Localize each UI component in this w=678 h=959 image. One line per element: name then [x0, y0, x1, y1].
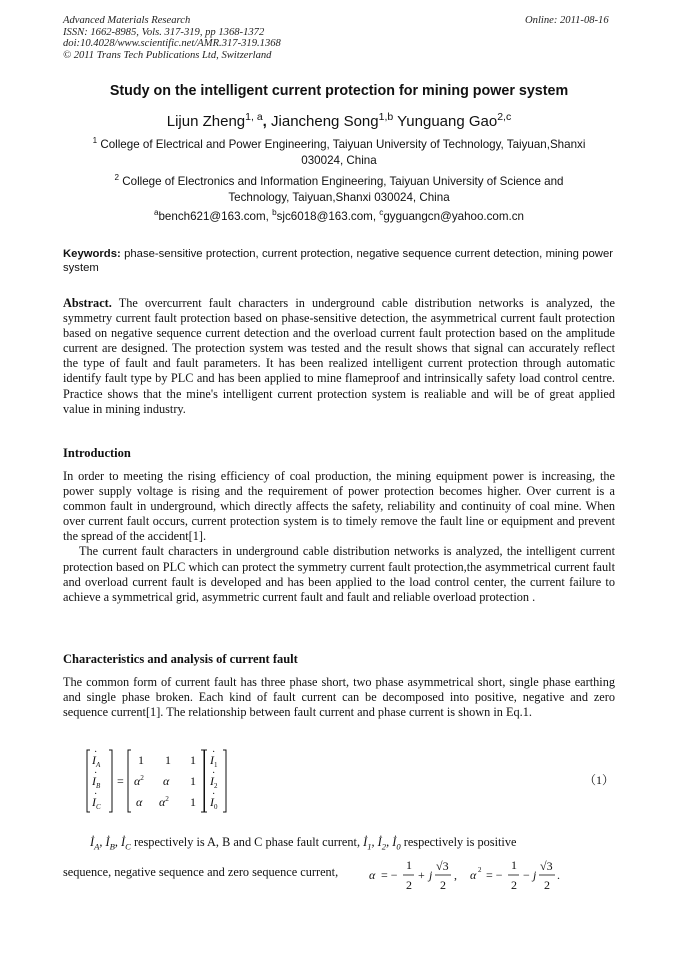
eq-lhs-a: $I_A$ — [92, 753, 101, 769]
section-heading-introduction: Introduction — [63, 446, 131, 460]
abstract-text: The overcurrent fault characters in underground cable distribution networks is analyzed, the symmetry current fault protection based on phase-sensitive detection, the asymmetrical current fault protection based on negative sequence current detection and the overload current fault protection based on the amplitude current are designed. The protection system was tested and the result shows that signal can accurately reflect the type of fault and fault parameters. It has been realized intelligent current protection through automatic identify fault type by PLC and has been applied to mine flameproof and intrinsically safety load control centre. Practice shows that the mine's intelligent current protection system is realiable and will be of great applied value in mining industry. — [63, 296, 615, 416]
keywords-label: Keywords: — [63, 248, 121, 260]
paragraph: In order to meeting the rising efficiency of coal production, the mining equipment power is increasing, the power supply voltage is rising and the requirement of power protection becomes higher. Over current is a common fault in underground, which directly affects the safety, reliability and continuity of coal mine. When over current fault occurs, current protection system is to timely remove the fault line or equipment and prevent the spread of the accident[1]. — [63, 469, 615, 544]
svg-text:·: · — [212, 748, 216, 758]
alpha-definition — [63, 857, 623, 897]
section-body — [63, 675, 615, 720]
online-date: Online: 2011-08-16 — [525, 15, 609, 26]
svg-text:α: α — [163, 774, 170, 788]
introduction-body — [63, 469, 615, 605]
svg-text:1: 1 — [190, 774, 196, 788]
svg-text:1: 1 — [406, 858, 412, 872]
alpha-formula — [369, 857, 569, 897]
affiliation-line: College of Electrical and Power Engineering, Taiyuan University of Technology, Taiyuan,Shanxi — [100, 138, 586, 151]
email-sup: c — [379, 208, 384, 218]
eq-lhs-c: $I_C$ — [92, 795, 101, 811]
matrix-equation — [86, 748, 236, 814]
svg-text:2: 2 — [511, 878, 517, 892]
svg-text:= −: = − — [486, 868, 503, 882]
affiliation-2 — [40, 174, 638, 205]
svg-text:+: + — [418, 868, 425, 882]
variable-description: $İ_A$, $İ_B$, $İ_C$ respectively is A, B and C phase fault current, $İ_1$, $İ_2$, $İ_0$ respectively is positive — [90, 835, 517, 852]
svg-text:= −: = − — [381, 868, 398, 882]
svg-text:·: · — [212, 768, 216, 779]
affiliation-number: 1 — [92, 136, 98, 146]
email-address: bench621@163.com, — [158, 210, 273, 223]
svg-text:j: j — [429, 868, 433, 882]
svg-text:2: 2 — [544, 878, 550, 892]
svg-text:1: 1 — [511, 858, 517, 872]
paragraph: The common form of current fault has three phase short, two phase asymmetrical short, single phase earthing and single phase broken. Each kind of fault current can be decomposed into positive, negative and zero sequence current[1]. The relationship between fault current and phase current is shown in Eq.1. — [63, 675, 615, 720]
svg-text:·: · — [94, 748, 98, 758]
svg-text:·: · — [94, 789, 98, 800]
svg-text:α: α — [136, 795, 143, 809]
affiliation-number: 2 — [114, 173, 120, 183]
svg-text:I0: $I_0$ — [210, 795, 218, 811]
svg-text:α: α — [369, 868, 376, 882]
svg-text:√3: √3 — [436, 859, 449, 873]
affiliation-line: 030024, China — [301, 153, 377, 167]
email-line — [40, 209, 638, 225]
equation-number: （1） — [584, 773, 615, 787]
email-sup: a — [153, 208, 159, 218]
issn-line: ISSN: 1662-8985, Vols. 317-319, pp 1368-1372 — [63, 26, 265, 38]
author-sup: 2,c — [497, 111, 512, 123]
author-sup: 1,b — [378, 111, 394, 123]
affiliation-line: College of Electronics and Information Engineering, Taiyuan University of Science and — [122, 175, 564, 188]
svg-text:I2: $I_2$ — [210, 774, 218, 790]
svg-text:·: · — [94, 768, 98, 779]
svg-text:j: j — [533, 868, 537, 882]
svg-text:1: 1 — [138, 753, 144, 767]
text-fragment: respectively is A, B and C phase fault current, — [130, 835, 364, 849]
svg-text:α: α — [470, 868, 477, 882]
keywords-text: phase-sensitive protection, current protection, negative sequence current detection, mining power system — [63, 248, 613, 274]
svg-text:2: 2 — [406, 878, 412, 892]
section-heading-characteristics: Characteristics and analysis of current fault — [63, 652, 298, 666]
svg-text:,: , — [454, 868, 457, 882]
affiliation-1 — [40, 137, 638, 168]
svg-text:1: 1 — [165, 753, 171, 767]
author-list: Lijun Zheng$^{1, a}$, Jiancheng Song$^{1,b}$ Yunguang Gao$^{2,c}$ — [166, 111, 512, 130]
author-sup: 1, a — [245, 111, 263, 123]
email-sup: b — [272, 208, 277, 218]
copyright-line: © 2011 Trans Tech Publications Ltd, Switzerland — [63, 49, 272, 61]
affiliation-line: Technology, Taiyuan,Shanxi 030024, China — [228, 190, 450, 204]
email-address: gyguangcn@yahoo.com.cn — [383, 210, 525, 223]
svg-text:·: · — [212, 789, 216, 800]
svg-text:.: . — [557, 868, 560, 882]
text-fragment: respectively is positive — [400, 835, 517, 849]
abstract-label: Abstract. — [63, 296, 112, 310]
svg-text:2: 2 — [478, 866, 482, 874]
text-fragment: sequence, negative sequence and zero sequence current, — [63, 865, 339, 879]
svg-text:=: = — [117, 774, 124, 788]
svg-text:−: − — [523, 868, 530, 882]
eq-lhs-b: $I_B$ — [92, 774, 101, 790]
paragraph: The current fault characters in underground cable distribution networks is analyzed, the intelligent current protection based on PLC which can protect the symmetry current fault protection,the asymmetrical current fault and overload current fault is developed and has been applied to the load control center, the current failure to achieve a symmetrical grid, asymmetric current fault and fault and reliable overload protection . — [63, 544, 615, 604]
svg-text:α2: $\alpha^2$ — [134, 774, 144, 788]
svg-text:1: 1 — [190, 795, 196, 809]
svg-text:2: 2 — [440, 878, 446, 892]
keywords — [63, 247, 613, 275]
abstract — [63, 296, 615, 417]
author-name: Yunguang Gao — [397, 113, 498, 130]
journal-name: Advanced Materials Research — [63, 15, 191, 26]
paper-title: Study on the intelligent current protection for mining power system — [109, 83, 569, 99]
doi-line: doi:10.4028/www.scientific.net/AMR.317-319.1368 — [63, 38, 281, 50]
author-name: Lijun Zheng — [166, 113, 246, 130]
svg-text:I1: $I_1$ — [210, 753, 218, 769]
author-name: Jiancheng Song — [271, 113, 379, 130]
svg-text:α2: $\alpha^2$ — [159, 795, 169, 809]
email-address: sjc6018@163.com, — [276, 210, 380, 223]
svg-text:√3: √3 — [540, 859, 553, 873]
svg-text:1: 1 — [190, 753, 196, 767]
